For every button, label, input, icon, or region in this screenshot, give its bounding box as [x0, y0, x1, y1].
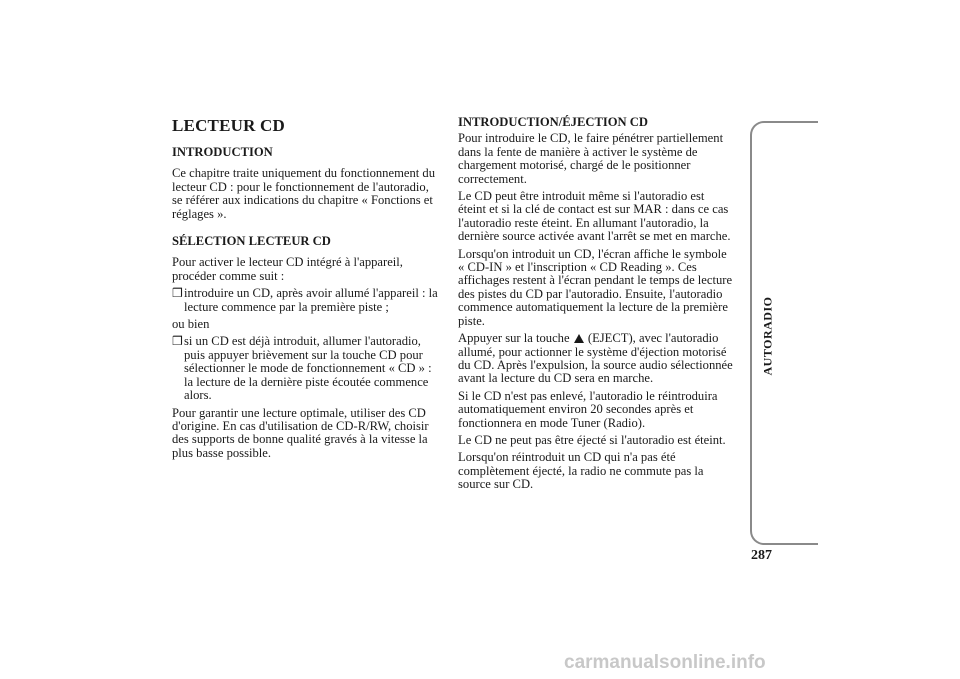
- paragraph: Pour introduire le CD, le faire pénétrer partiellement dans la fente de manière à activer le système de chargement motorisé, chargé de le positionner correctement.: [458, 131, 724, 186]
- right-column: [458, 116, 734, 496]
- list-item: [172, 287, 442, 314]
- eject-triangle-icon: [574, 334, 584, 343]
- paragraph: Le CD peut être introduit même si l'autoradio est éteint et si la clé de contact est sur MAR : dans ce cas l'autoradio reste éteint. En allumant l'autoradio, la dernière source activée avant l'arrêt se met en marche.: [458, 189, 731, 244]
- quality-text: Pour garantir une lecture optimale, utiliser des CD d'origine. En cas d'utilisation de CD-R/RW, choisir des supports de bonne qualité gravés à la vitesse la plus basse possible.: [172, 405, 429, 460]
- paragraph: Lorsqu'on introduit un CD, l'écran affiche le symbole « CD-IN » et l'inscription « CD Reading ». Ces affichages restent à l'écran pendant le temps de lecture des pistes du CD par l'autoradio. Ensuite, l'autoradio commence automatiquement la lecture de la première piste.: [458, 246, 733, 328]
- bullet-text: introduire un CD, après avoir allumé l'appareil : la lecture commence par la première piste ;: [184, 286, 438, 314]
- bullet-text: si un CD est déjà introduit, allumer l'autoradio, puis appuyer brièvement sur la touche CD pour sélectionner le mode de fonctionnement « CD » : la lecture de la dernière piste écoutée commence alors.: [184, 334, 432, 403]
- paragraph: Lorsqu'on réintroduit un CD qui n'a pas été complètement éjecté, la radio ne commute pas la source sur CD.: [458, 450, 704, 492]
- page-number: 287: [751, 548, 772, 563]
- intro-text: Ce chapitre traite uniquement du fonctionnement du lecteur CD : pour le fonctionnement de l'autoradio, se référer aux indications du chapitre « Fonctions et réglages ».: [172, 166, 435, 221]
- side-tab-label: AUTORADIO: [760, 296, 775, 376]
- eject-heading: INTRODUCTION/ÉJECTION CD: [458, 115, 648, 129]
- list-item: [172, 335, 442, 402]
- paragraph: [458, 332, 734, 386]
- paragraph: Le CD ne peut pas être éjecté si l'autoradio est éteint.: [458, 432, 726, 447]
- page-title: LECTEUR CD: [172, 116, 285, 135]
- select-text: Pour activer le lecteur CD intégré à l'appareil, procéder comme suit :: [172, 255, 403, 283]
- checkbox-square-icon: ❒: [172, 334, 183, 349]
- select-heading: SÉLECTION LECTEUR CD: [172, 234, 331, 249]
- checkbox-square-icon: ❒: [172, 286, 183, 301]
- or-text: ou bien: [172, 317, 210, 332]
- intro-heading: INTRODUCTION: [172, 145, 273, 159]
- left-column: [172, 146, 442, 464]
- eject-text-after: (EJECT), avec l'autoradio allumé, pour actionner le système d'éjection motorisé du CD. Après l'expulsion, la source audio sélectionnée avant la lecture du CD sera en marche.: [458, 331, 733, 386]
- eject-text-before: Appuyer sur la touche: [458, 331, 570, 346]
- watermark: carmanualsonline.info: [564, 652, 766, 673]
- paragraph: Si le CD n'est pas enlevé, l'autoradio le réintroduira automatiquement environ 20 secondes après et fonctionnera en mode Tuner (Radio).: [458, 388, 718, 430]
